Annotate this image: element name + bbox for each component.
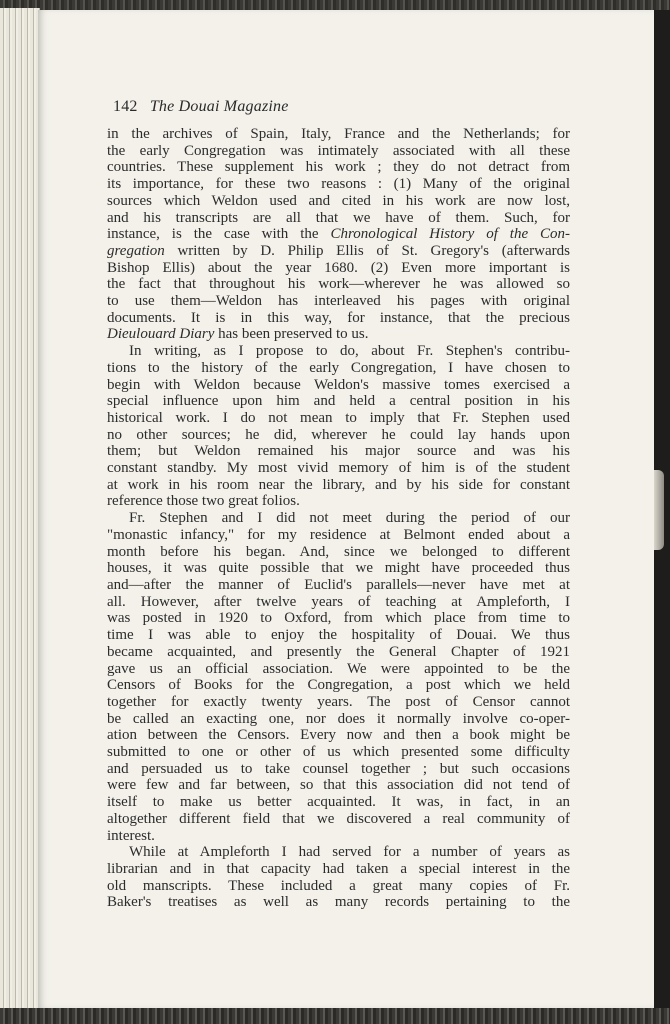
page-number: 142 (113, 98, 138, 115)
text-line (107, 427, 570, 444)
text-line (107, 560, 570, 577)
text-line (107, 343, 570, 360)
line-text: and his transcripts are all that we have of them. Such, for (107, 209, 570, 226)
line-text: historical work. I do not mean to imply that Fr. Stephen used (107, 409, 570, 426)
running-header (113, 98, 289, 116)
text-line (107, 493, 570, 510)
text-line (107, 360, 570, 377)
text-line (107, 210, 570, 227)
italic-title: gregation (107, 242, 165, 259)
text-line (107, 894, 570, 911)
text-line (107, 544, 570, 561)
line-text: Fr. Stephen and I did not meet during the period of our (129, 510, 570, 527)
page-right-edge (654, 10, 670, 1008)
line-text: and persuaded us to take counsel together ; but such occasions (107, 760, 570, 777)
line-text: gave us an official association. We were appointed to be the (107, 660, 570, 677)
line-text: tions to the history of the early Congregation, I have chosen to (107, 359, 570, 376)
line-text: all. However, after twelve years of teaching at Ampleforth, I (107, 593, 570, 610)
line-text: Censors of Books for the Congregation, a post which we held (107, 677, 570, 694)
body-text (107, 126, 570, 911)
text-line (107, 410, 570, 427)
line-text: ation between the Censors. Every now and then a book might be (107, 727, 570, 744)
line-text: interest. (107, 827, 155, 844)
text-line (107, 627, 570, 644)
line-text: submitted to one or other of us which presented some difficulty (107, 744, 570, 761)
line-text: became acquainted, and presently the General Chapter of 1921 (107, 643, 570, 660)
line-text: the early Congregation was intimately associated with all these (107, 142, 570, 159)
line-text: constant standby. My most vivid memory of him is of the student (107, 460, 570, 477)
page-fold (654, 470, 664, 550)
text-line (107, 644, 570, 661)
text-line (107, 594, 570, 611)
running-title: The Douai Magazine (149, 98, 289, 115)
text-line (107, 510, 570, 527)
line-text: no other sources; he did, wherever he could lay hands upon (107, 426, 570, 443)
line-text: sources which Weldon used and cited in his work are now lost, (107, 192, 570, 209)
text-line (107, 377, 570, 394)
text-line (107, 326, 570, 343)
binding-bottom (0, 1008, 670, 1024)
binding-top (0, 0, 670, 10)
text-line (107, 260, 570, 277)
line-text: Bishop Ellis) about the year 1680. (2) Even more important is (107, 259, 570, 276)
line-text: was posted in 1920 to Oxford, from which place from time to (107, 610, 570, 627)
text-line (107, 393, 570, 410)
text-line (107, 126, 570, 143)
line-text: time I was able to enjoy the hospitality of Douai. We thus (107, 627, 570, 644)
line-text: "monastic infancy," for my residence at Belmont ended about a (107, 526, 570, 543)
text-line (107, 694, 570, 711)
page-edges (0, 8, 40, 1010)
line-text: old manscripts. These included a great many copies of Fr. (107, 877, 570, 894)
line-text: month before his began. And, since we belonged to different (107, 543, 570, 560)
text-line (107, 143, 570, 160)
text-line (107, 193, 570, 210)
text-line (107, 761, 570, 778)
text-line (107, 861, 570, 878)
text-line (107, 661, 570, 678)
text-line (107, 811, 570, 828)
line-text: special influence upon him and held a central position in his (107, 393, 570, 410)
text-line (107, 310, 570, 327)
line-text: documents. It is in this way, for instance, that the precious (107, 309, 570, 326)
text-line (107, 711, 570, 728)
line-text: begin with Weldon because Weldon's massive tomes exercised a (107, 376, 570, 393)
text-line (107, 794, 570, 811)
line-text: be called an exacting one, nor does it normally involve co-oper- (107, 710, 570, 727)
line-text: While at Ampleforth I had served for a number of years as (129, 844, 570, 861)
line-text: altogether different field that we discovered a real community of (107, 810, 570, 827)
text-line (107, 677, 570, 694)
line-text: and—after the manner of Euclid's parallels—never have met at (107, 576, 570, 593)
line-text: written by D. Philip Ellis of St. Gregory's (afterwards (164, 242, 570, 259)
text-line (107, 744, 570, 761)
line-text: countries. These supplement his work ; they do not detract from (107, 159, 570, 176)
line-text: to use them—Weldon has interleaved his pages with original (107, 293, 570, 310)
text-line (107, 477, 570, 494)
text-line (107, 777, 570, 794)
line-text: were few and far between, so that this association did not tend of (107, 777, 570, 794)
line-text: in the archives of Spain, Italy, France and the Netherlands; for (107, 126, 570, 142)
line-text: In writing, as I propose to do, about Fr. Stephen's contribu- (129, 343, 570, 360)
italic-title: Chronological History of the Con- (330, 226, 570, 243)
text-line (107, 828, 570, 845)
text-line (107, 460, 570, 477)
line-text: itself to make us better acquainted. It was, in fact, in an (107, 794, 570, 811)
line-text: instance, is the case with the (107, 226, 331, 243)
line-text: together for exactly twenty years. The post of Censor cannot (107, 693, 570, 710)
text-line (107, 878, 570, 895)
text-line (107, 159, 570, 176)
line-text: its importance, for these two reasons : (1) Many of the original (107, 176, 570, 193)
line-text: reference those two great folios. (107, 493, 300, 510)
text-line (107, 293, 570, 310)
line-text: has been preserved to us. (214, 326, 369, 343)
italic-title: Dieulouard Diary (107, 326, 215, 343)
text-line (107, 226, 570, 243)
line-text: librarian and in that capacity had taken a special interest in the (107, 860, 570, 877)
text-line (107, 577, 570, 594)
line-text: the fact that throughout his work—wherever he was allowed so (107, 276, 570, 293)
text-line (107, 727, 570, 744)
text-line (107, 276, 570, 293)
text-line (107, 443, 570, 460)
line-text: houses, it was quite possible that we might have proceeded thus (107, 560, 570, 577)
text-line (107, 527, 570, 544)
text-line (107, 243, 570, 260)
text-line (107, 610, 570, 627)
line-text: at work in his room near the library, and by his side for constant (107, 476, 570, 493)
line-text: them; but Weldon remained his major source and was his (107, 443, 570, 460)
text-line (107, 176, 570, 193)
text-line (107, 844, 570, 861)
line-text: Baker's treatises as well as many records pertaining to the (107, 894, 570, 911)
